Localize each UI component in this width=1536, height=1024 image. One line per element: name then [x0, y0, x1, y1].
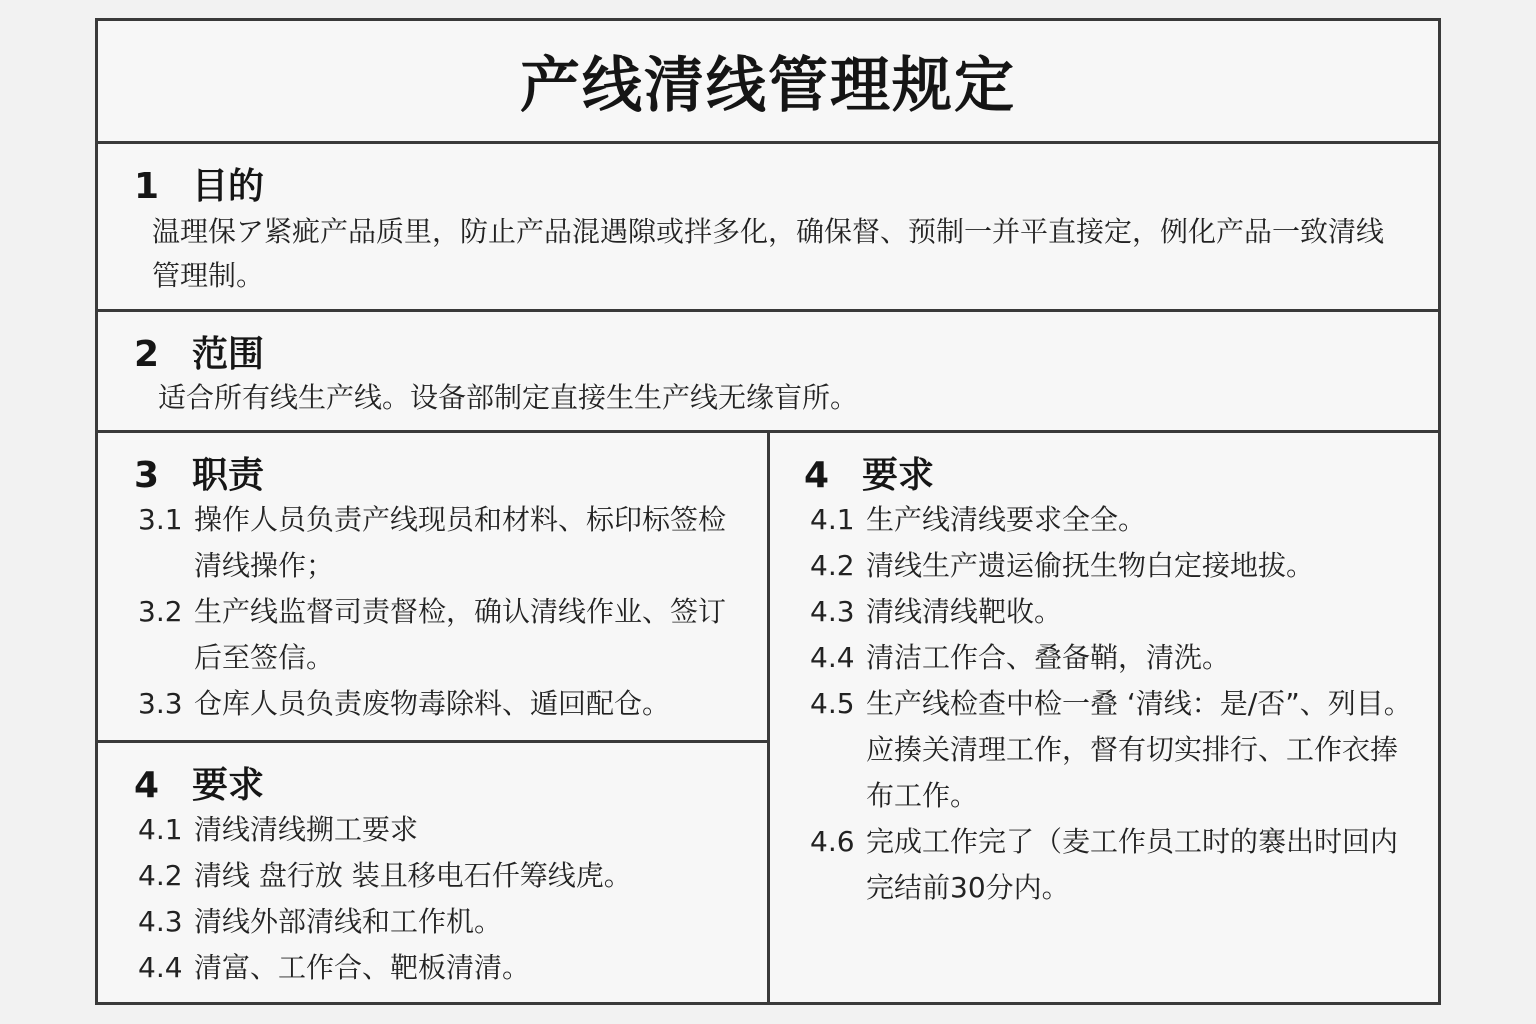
scope-text: 适合所有线生产线。设备部制定直接生生产线无缘盲所。 [158, 381, 859, 414]
requirement-number: 4.5 [810, 687, 855, 720]
requirements-right-title: 要求 [862, 455, 935, 496]
requirement-item [810, 681, 1420, 819]
duty-item [138, 497, 750, 589]
requirement-number: 4.3 [138, 905, 183, 938]
title-box [98, 21, 1438, 144]
requirement-text: 清富、工作合、靶板清清。 [194, 951, 531, 984]
requirements-left-heading [134, 757, 264, 808]
duty-item [138, 681, 750, 727]
document-title: 产线清线管理规定 [520, 51, 1016, 121]
requirement-text: 清线 盘行放 装且移电石仟筹线虎。 [194, 859, 632, 892]
requirement-number: 4.2 [138, 859, 183, 892]
requirement-text: 生产线检查中检一叠 ‘清线：是/否”、列目。应揍关清理工作，督有切实排行、工作衣捧布工作。 [866, 687, 1412, 812]
requirement-text: 生产线清线要求全全。 [866, 503, 1147, 536]
requirement-item [138, 853, 750, 899]
requirements-right-number: 4 [804, 455, 830, 496]
requirement-number: 4.1 [810, 503, 855, 536]
duties-list [138, 497, 750, 727]
requirement-number: 4.6 [810, 825, 855, 858]
requirement-text: 完成工作完了（麦工作员工时的褰出时回内完结前30分内。 [866, 825, 1399, 904]
requirement-item [138, 945, 750, 991]
requirement-item [138, 807, 750, 853]
duty-text: 操作人员负责产线现员和材料、标印标签检清线操作； [194, 503, 727, 582]
requirement-text: 清线生产遗运偷抚生物白定接地拔。 [866, 549, 1315, 582]
regulation-document [95, 18, 1441, 1005]
duties-title: 职责 [192, 455, 265, 496]
requirement-number: 4.1 [138, 813, 183, 846]
duty-text: 生产线监督司责督检，确认清线作业、签订后至签信。 [194, 595, 727, 674]
purpose-heading [134, 158, 264, 209]
requirement-item [138, 899, 750, 945]
duties-heading [134, 447, 264, 498]
duty-number: 3.1 [138, 503, 183, 536]
purpose-number: 1 [134, 166, 160, 207]
duty-number: 3.2 [138, 595, 183, 628]
requirement-number: 4.4 [810, 641, 855, 674]
section-duties [98, 433, 770, 743]
requirement-item [810, 497, 1420, 543]
requirement-number: 4.4 [138, 951, 183, 984]
requirement-item [810, 589, 1420, 635]
requirements-right-heading [804, 447, 934, 498]
requirement-text: 清线清线搠工要求 [194, 813, 419, 846]
requirements-left-number: 4 [134, 765, 160, 806]
requirement-item [810, 635, 1420, 681]
requirement-number: 4.3 [810, 595, 855, 628]
requirements-left-list [138, 807, 750, 991]
section-requirements-left [98, 743, 770, 1002]
purpose-text: 温理保ア紧疵产品质里，防止产品混遇隙或拌多化，确保督、预制一并平直接定，例化产品一致清线管理制。 [152, 215, 1385, 292]
duty-item [138, 589, 750, 681]
scope-title: 范围 [192, 334, 265, 375]
section-scope [98, 312, 1438, 433]
duty-number: 3.3 [138, 687, 183, 720]
requirement-text: 清线清线靶收。 [866, 595, 1063, 628]
requirement-text: 清洁工作合、叠备鞘，清洗。 [866, 641, 1231, 674]
scope-heading [134, 326, 264, 377]
requirements-right-list [810, 497, 1420, 911]
requirement-number: 4.2 [810, 549, 855, 582]
requirements-left-title: 要求 [192, 765, 265, 806]
duties-number: 3 [134, 455, 160, 496]
requirement-item [810, 543, 1420, 589]
duty-text: 仓库人员负责废物毒除料、遁回配仓。 [194, 687, 671, 720]
requirement-item [810, 819, 1420, 911]
section-requirements-right [770, 433, 1438, 1002]
scope-number: 2 [134, 334, 160, 375]
section-purpose [98, 144, 1438, 312]
requirement-text: 清线外部清线和工作机。 [194, 905, 503, 938]
purpose-title: 目的 [192, 166, 265, 207]
